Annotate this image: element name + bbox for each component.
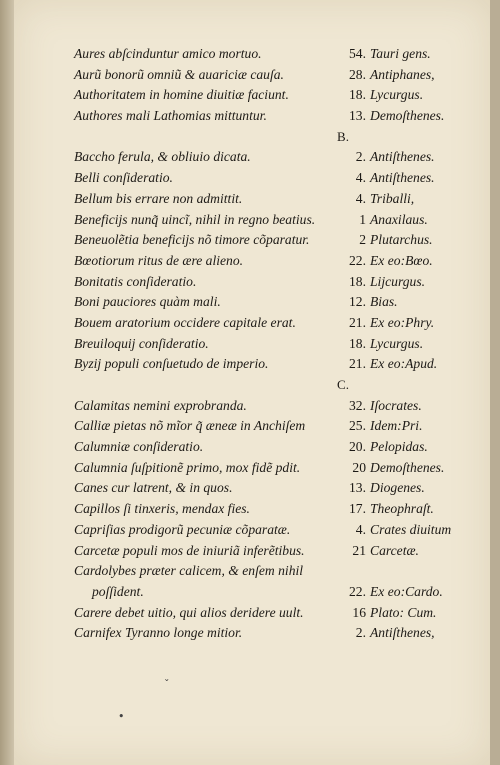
entry-text: Authores mali Lathomias mittuntur.: [74, 108, 267, 124]
index-entry: [74, 541, 472, 562]
entry-text: Aurũ bonorũ omniũ & auariciæ cauſa.: [74, 66, 284, 82]
index-entry: [74, 603, 472, 624]
entry-text: Carcetæ populi mos de iniuriã inferẽtibus.: [74, 542, 305, 558]
section-letter: B.: [337, 128, 349, 144]
index-entry: [74, 272, 472, 293]
entry-number: 13.: [349, 108, 366, 124]
entry-number: 21: [352, 542, 366, 558]
entry-source: Plato: Cum.: [370, 604, 437, 620]
entry-text: Calumnia ſuſpitionẽ primo, mox fidẽ pdit.: [74, 459, 301, 475]
index-entry: [74, 623, 472, 644]
entry-text: Bonitatis conſideratio.: [74, 273, 197, 289]
index-entry: [74, 147, 472, 168]
entry-text: Calumniæ conſideratio.: [74, 439, 204, 455]
section-letter: C.: [337, 377, 349, 392]
entry-number: 16: [352, 604, 366, 620]
index-entry: [74, 416, 472, 437]
entry-number: 1: [359, 211, 366, 227]
entry-source: Ex eo:Phry.: [370, 314, 435, 330]
entry-number: 12.: [349, 294, 366, 310]
entry-number: 2.: [355, 625, 366, 641]
index-entry: [74, 499, 472, 520]
entry-text: Aures abſcinduntur amico mortuo.: [74, 46, 262, 61]
entry-text: Bœotiorum ritus de ære alieno.: [74, 252, 244, 268]
entry-number: 28.: [349, 66, 366, 82]
entry-source: Lycurgus.: [370, 87, 424, 103]
entry-source: Bias.: [370, 294, 398, 310]
entry-text: Authoritatem in homine diuitiæ faciunt.: [74, 87, 289, 103]
entry-number: 2.: [355, 149, 366, 165]
entry-text: Calamitas nemini exprobranda.: [74, 397, 247, 413]
index-entry: [74, 168, 472, 189]
ink-mark: ˇ: [164, 678, 170, 691]
entry-text: Beneuolẽtia beneficijs nõ timore cõparatur.: [74, 232, 310, 248]
index-entry: [74, 106, 472, 127]
entry-number: 18.: [349, 273, 366, 289]
entry-number: 21.: [349, 356, 366, 372]
index-entry: [74, 230, 472, 251]
index-entries: [74, 44, 472, 644]
index-entry: [74, 334, 472, 355]
index-entry: [74, 251, 472, 272]
entry-source: Diogenes.: [370, 480, 425, 496]
entry-number: 4.: [355, 190, 366, 206]
entry-text: Canes cur latrent, & in quos.: [74, 480, 233, 496]
entry-source: Tauri gens.: [370, 46, 431, 61]
entry-text: Breuiloquij conſideratio.: [74, 335, 209, 351]
entry-number: 20.: [349, 439, 366, 455]
entry-source: Lycurgus.: [370, 335, 424, 351]
entry-source: Antiphanes,: [370, 66, 435, 82]
index-entry: [74, 189, 472, 210]
index-entry: [74, 44, 472, 65]
ink-mark: •: [118, 710, 125, 723]
index-entry: [74, 313, 472, 334]
entry-source: Antiſthenes.: [370, 149, 435, 165]
entry-text: Cardolybes præter calicem, & enſem nihil: [74, 563, 304, 579]
index-entry: [74, 65, 472, 86]
index-entry: [74, 437, 472, 458]
entry-text: Carnifex Tyranno longe mitior.: [74, 625, 243, 641]
entry-number: 22.: [349, 252, 366, 268]
entry-source: Ex eo:Apud.: [370, 356, 438, 372]
entry-text: poſſident.: [92, 583, 144, 599]
index-entry: [74, 458, 472, 479]
entry-source: Crates diuitum: [370, 521, 452, 537]
entry-source: Pelopidas.: [370, 439, 428, 455]
entry-text: Calliæ pietas nõ mĩor q̃ æneæ in Anchiſem: [74, 418, 306, 434]
entry-number: 20: [352, 459, 366, 475]
entry-number: 17.: [349, 501, 366, 517]
entry-source: Antiſthenes,: [370, 625, 435, 641]
entry-source: Demoſthenes.: [370, 108, 445, 124]
index-entry: [74, 478, 472, 499]
entry-source: Carcetæ.: [370, 542, 419, 558]
index-entry: [74, 85, 472, 106]
entry-text: Baccho ferula, & obliuio dicata.: [74, 149, 251, 165]
entry-text: Beneficijs nunq̃ uincĩ, nihil in regno beatius.: [74, 211, 316, 227]
entry-text: Byzij populi conſuetudo de imperio.: [74, 356, 269, 372]
entry-text: Capriſias prodigorũ pecuniæ cõparatæ.: [74, 521, 291, 537]
entry-source: Ex eo:Cardo.: [370, 583, 443, 599]
entry-number: 4.: [355, 521, 366, 537]
entry-source: Lijcurgus.: [370, 273, 426, 289]
entry-number: 25.: [349, 418, 366, 434]
entry-text: Belli conſideratio.: [74, 170, 173, 186]
index-entry: [74, 561, 472, 582]
entry-source: Iſocrates.: [370, 397, 422, 413]
entry-source: Demoſthenes.: [370, 459, 445, 475]
entry-number: 13.: [349, 480, 366, 496]
index-entry: [74, 396, 472, 417]
index-entry: [74, 210, 472, 231]
index-entry: [74, 292, 472, 313]
entry-text: Bouem aratorium occidere capitale erat.: [74, 314, 296, 330]
entry-source: Plutarchus.: [370, 232, 433, 248]
index-entry: [74, 520, 472, 541]
entry-number: 22.: [349, 583, 366, 599]
entry-number: 32.: [349, 397, 366, 413]
book-page: [14, 0, 490, 765]
entry-number: 4.: [355, 170, 366, 186]
index-entry: [74, 354, 472, 375]
entry-source: Idem:Pri.: [370, 418, 423, 434]
entry-source: Antiſthenes.: [370, 170, 435, 186]
entry-number: 21.: [349, 314, 366, 330]
entry-text: Bellum bis errare non admittit.: [74, 190, 243, 206]
entry-source: Theophraſt.: [370, 501, 434, 517]
entry-number: 18.: [349, 87, 366, 103]
index-entry: [74, 582, 472, 603]
entry-number: 2: [359, 232, 366, 248]
entry-text: Capillos ſi tinxeris, mendax fies.: [74, 501, 250, 517]
entry-text: Boni pauciores quàm mali.: [74, 294, 221, 310]
entry-source: Ex eo:Bœo.: [370, 252, 433, 268]
entry-source: Anaxilaus.: [370, 211, 428, 227]
entry-text: Carere debet uitio, qui alios deridere uult.: [74, 604, 304, 620]
entry-source: Triballi,: [370, 190, 415, 206]
entry-number: 18.: [349, 335, 366, 351]
entry-number: 54.: [349, 46, 366, 61]
